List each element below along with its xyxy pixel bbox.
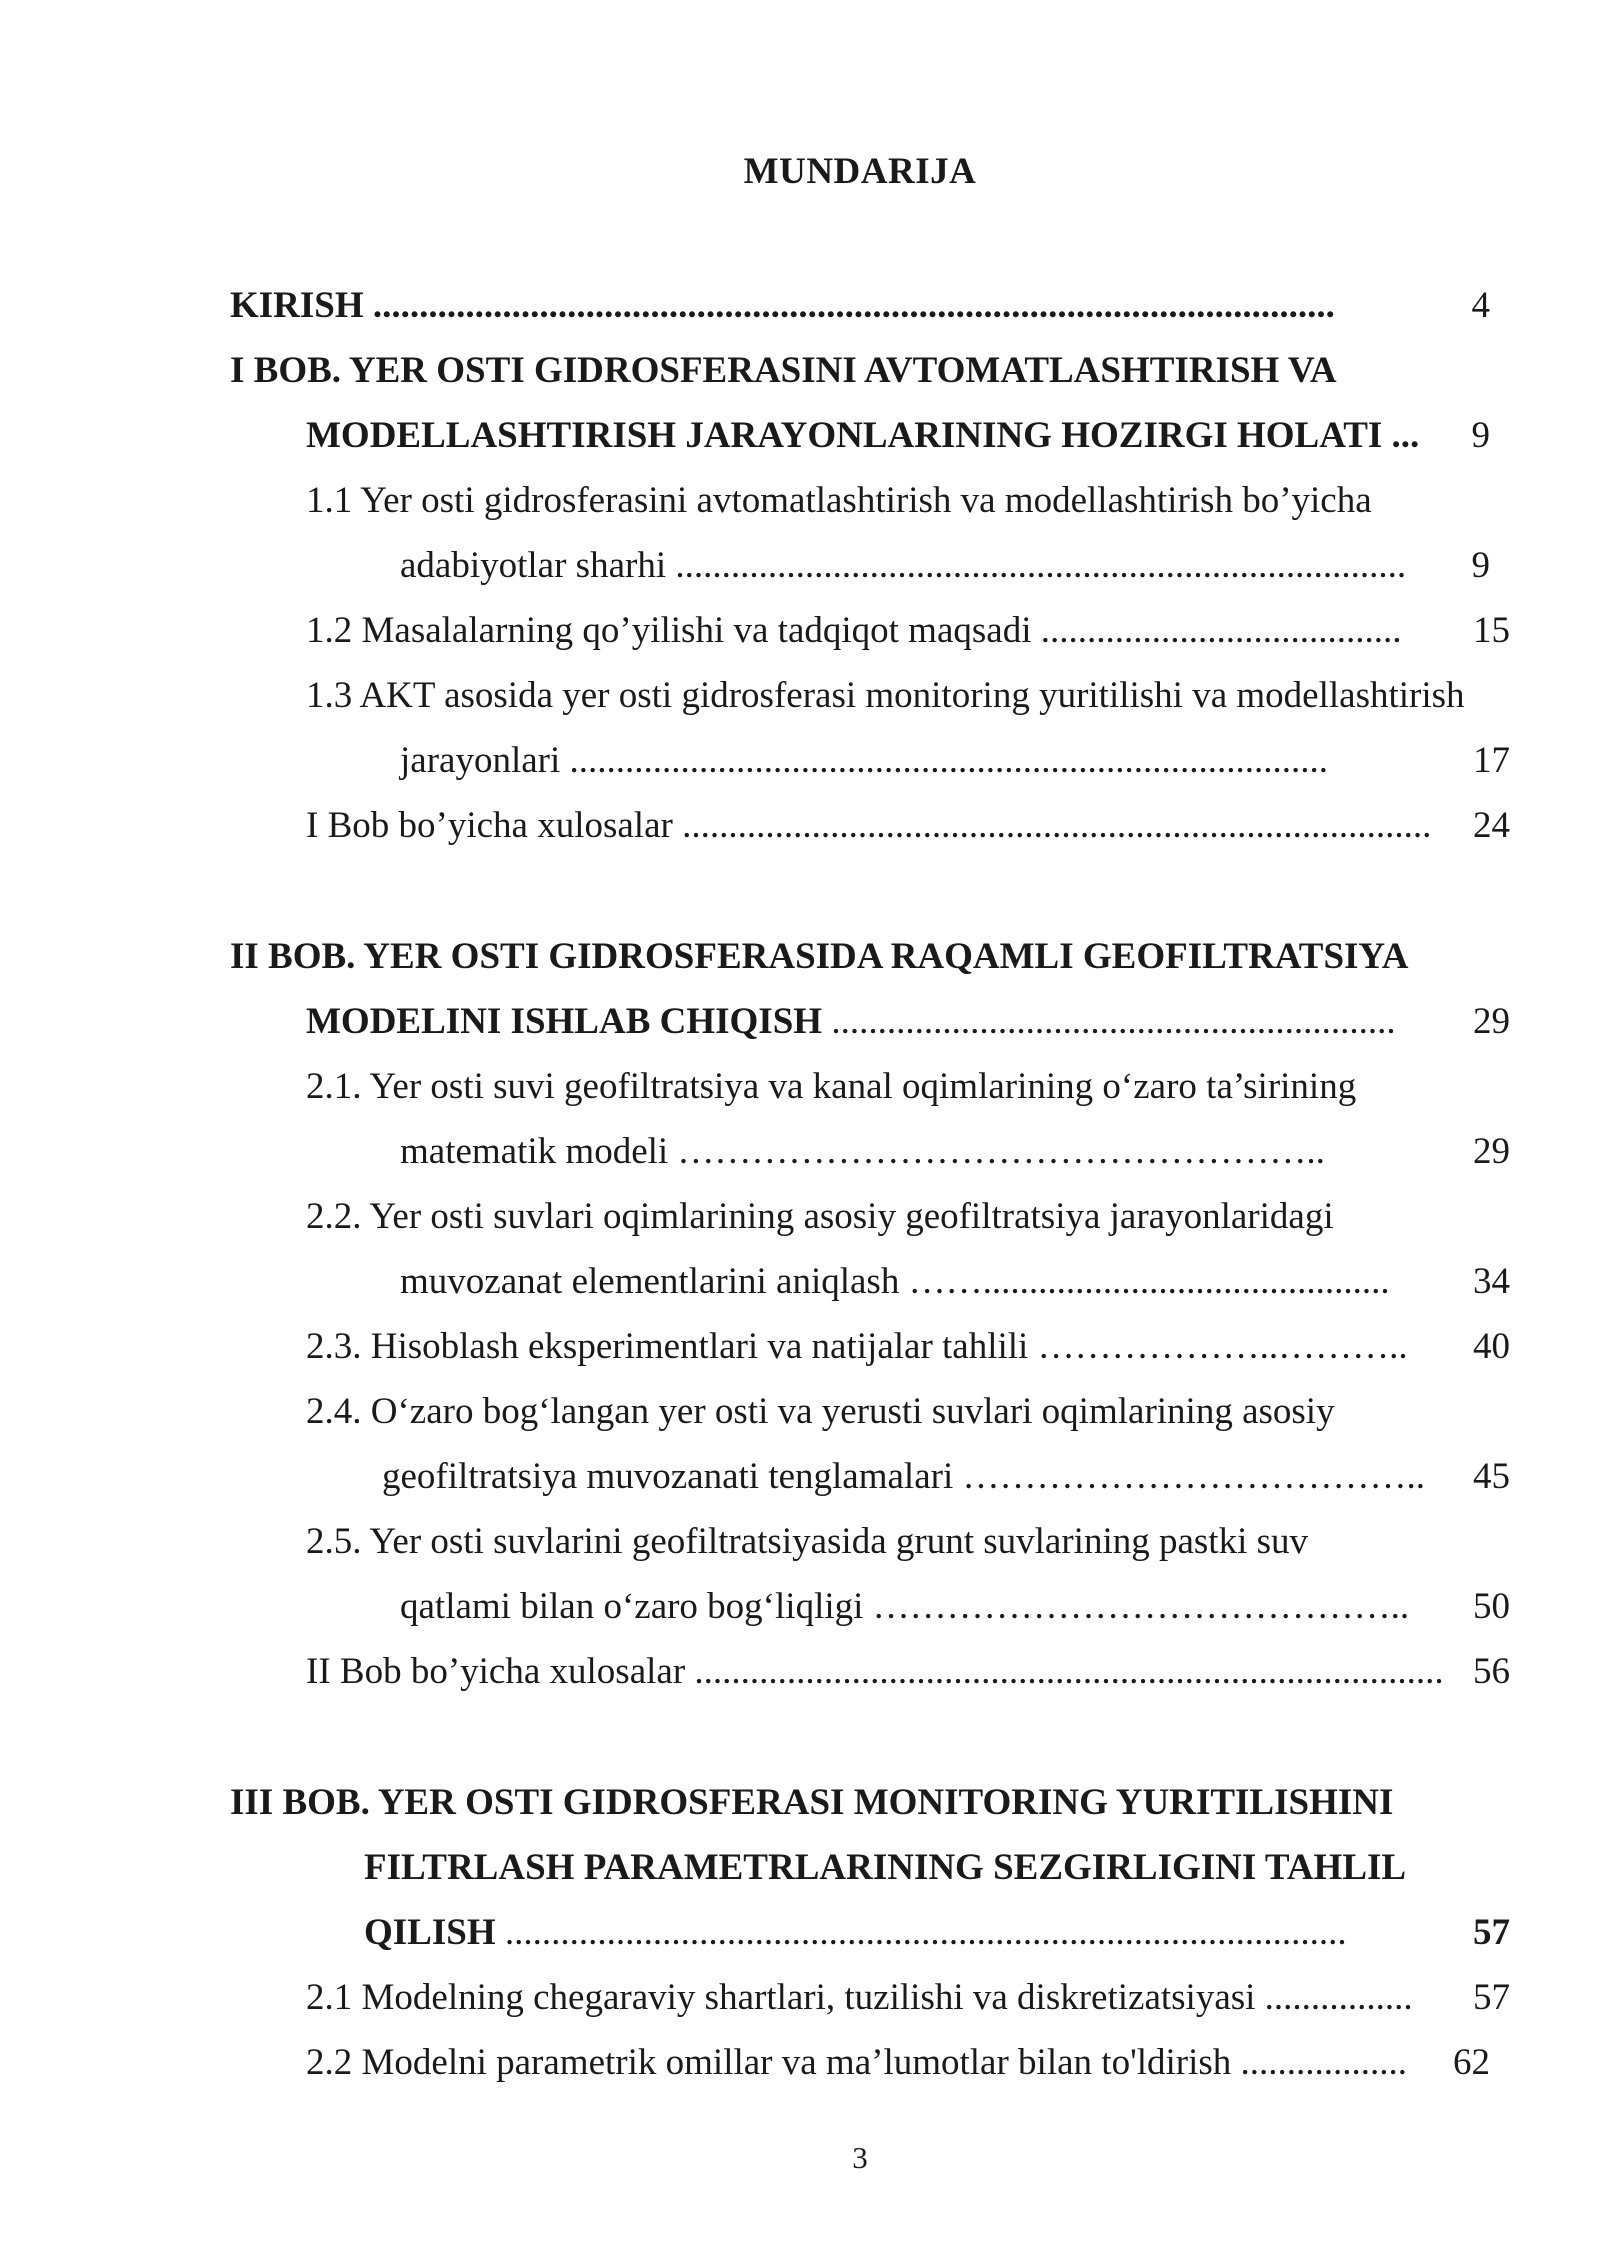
toc-page-number: 29 xyxy=(1473,1001,1510,1042)
toc-chapter-1-heading[interactable]: I BOB. YER OSTI GIDROSFERASINI AVTOMATLASHTIRISH VA xyxy=(230,350,1337,391)
toc-page-number: 4 xyxy=(1471,285,1490,326)
toc-page-number: 17 xyxy=(1473,740,1510,781)
toc-section-1-3[interactable]: 1.3 AKT asosida yer osti gidrosferasi monitoring yuritilishi va modellashtirish xyxy=(306,675,1465,716)
toc-section-3-2[interactable]: 2.2 Modelni parametrik omillar va ma’lumotlar bilan to'ldirish .................. xyxy=(306,2042,1408,2083)
toc-page-number: 57 xyxy=(1473,1977,1510,2018)
toc-chapter-3-heading-cont[interactable]: FILTRLASH PARAMETRLARINING SEZGIRLIGINI TAHLIL xyxy=(364,1847,1407,1888)
toc-page-number: 24 xyxy=(1473,805,1510,846)
toc-page-number: 15 xyxy=(1473,610,1510,651)
toc-page-number: 9 xyxy=(1471,545,1490,586)
toc-page-number: 62 xyxy=(1453,2042,1490,2083)
toc-chapter-2-heading-cont[interactable] xyxy=(306,1000,1396,1044)
toc-page-number: 57 xyxy=(1473,1912,1510,1953)
toc-section-2-4[interactable]: 2.4. O‘zaro bog‘langan yer osti va yerusti suvlari oqimlarining asosiy xyxy=(306,1391,1335,1432)
toc-section-1-3-cont[interactable]: jarayonlari .................................................................................. xyxy=(400,740,1328,781)
toc-section-2-3[interactable]: 2.3. Hisoblash eksperimentlari va natijalar tahlili ………………..……….. xyxy=(306,1326,1408,1367)
toc-page-number: 29 xyxy=(1473,1131,1510,1172)
toc-entry-kirish[interactable] xyxy=(230,284,1335,328)
toc-section-1-1[interactable]: 1.1 Yer osti gidrosferasini avtomatlashtirish va modellashtirish bo’yicha xyxy=(306,480,1372,521)
toc-page-number: 50 xyxy=(1473,1586,1510,1627)
page-title: MUNDARIJA xyxy=(743,151,977,192)
toc-section-1-2[interactable]: 1.2 Masalalarning qo’yilishi va tadqiqot maqsadi ....................................... xyxy=(306,610,1402,651)
toc-chapter-1-conclusions[interactable]: I Bob bo’yicha xulosalar ................................................................................. xyxy=(306,805,1432,846)
toc-leader-dots: ........................................................................................... xyxy=(495,1912,1347,1953)
toc-section-2-2-cont[interactable]: muvozanat elementlarini aniqlash ……............................................ xyxy=(400,1261,1390,1302)
toc-section-2-1-cont[interactable]: matematik modeli …………………………………………….. xyxy=(400,1131,1325,1172)
toc-chapter-1-heading-cont[interactable]: MODELLASHTIRISH JARAYONLARINING HOZIRGI HOLATI ... xyxy=(306,415,1420,456)
toc-section-3-1[interactable]: 2.1 Modelning chegaraviy shartlari, tuzilishi va diskretizatsiyasi ................ xyxy=(306,1977,1413,2018)
toc-leader-dots: ............................................................. xyxy=(822,1001,1396,1042)
toc-section-1-1-cont[interactable]: adabiyotlar sharhi ............................................................................... xyxy=(400,545,1407,586)
toc-chapter-2-conclusions[interactable]: II Bob bo’yicha xulosalar ................................................................................. xyxy=(306,1651,1444,1692)
toc-entry-text: QILISH xyxy=(364,1912,496,1953)
toc-section-2-4-cont[interactable]: geofiltratsiya muvozanati tenglamalari ……………………………….. xyxy=(382,1456,1425,1497)
page-number-footer: 3 xyxy=(852,2140,868,2175)
toc-page-number: 9 xyxy=(1471,415,1490,456)
toc-section-2-2[interactable]: 2.2. Yer osti suvlari oqimlarining asosiy geofiltratsiya jarayonlaridagi xyxy=(306,1196,1334,1237)
toc-chapter-2-heading[interactable]: II BOB. YER OSTI GIDROSFERASIDA RAQAMLI GEOFILTRATSIYA xyxy=(230,936,1409,977)
toc-page-number: 40 xyxy=(1473,1326,1510,1367)
toc-section-2-5-cont[interactable]: qatlami bilan o‘zaro bog‘liqligi …………………………………….. xyxy=(400,1586,1410,1627)
toc-entry-text: KIRISH ........................................................................................................ xyxy=(230,285,1335,326)
toc-chapter-3-heading-cont2[interactable] xyxy=(364,1911,1347,1955)
toc-section-2-1[interactable]: 2.1. Yer osti suvi geofiltratsiya va kanal oqimlarining o‘zaro ta’sirining xyxy=(306,1066,1357,1107)
toc-section-2-5[interactable]: 2.5. Yer osti suvlarini geofiltratsiyasida grunt suvlarining pastki suv xyxy=(306,1521,1308,1562)
toc-page-number: 56 xyxy=(1473,1651,1510,1692)
toc-entry-text: MODELINI ISHLAB CHIQISH xyxy=(306,1001,823,1042)
toc-chapter-3-heading[interactable]: III BOB. YER OSTI GIDROSFERASI MONITORING YURITILISHINI xyxy=(230,1782,1394,1823)
toc-page-number: 34 xyxy=(1473,1261,1510,1302)
toc-page-number: 45 xyxy=(1473,1456,1510,1497)
